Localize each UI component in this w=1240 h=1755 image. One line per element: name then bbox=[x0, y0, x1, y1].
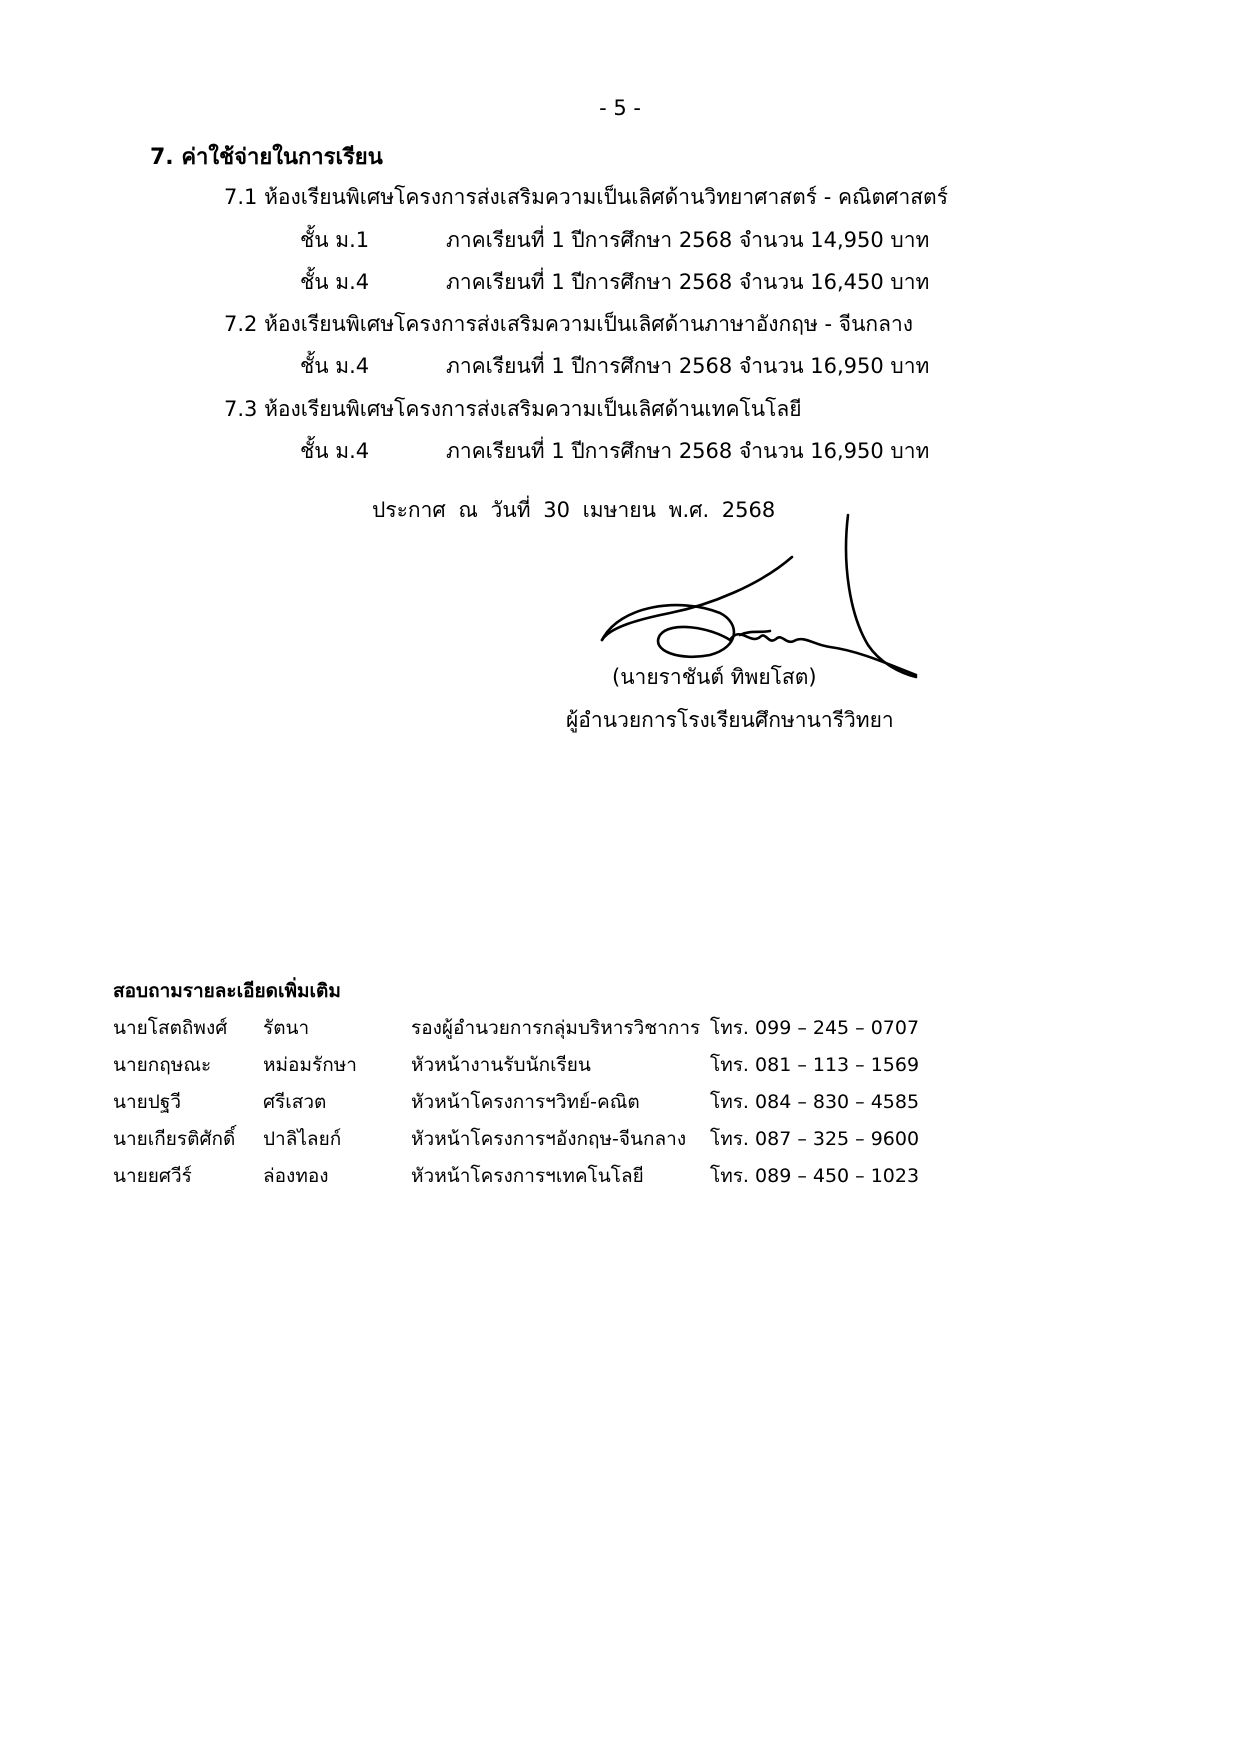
fee-grade: ชั้น ม.1 bbox=[300, 228, 370, 252]
page-number: - 5 - bbox=[599, 96, 641, 120]
fee-detail: ภาคเรียนที่ 1 ปีการศึกษา 2568 จำนวน 16,950 บาท bbox=[446, 439, 930, 463]
contact-last-name: รัตนา bbox=[263, 1017, 310, 1039]
signature bbox=[590, 505, 920, 685]
contacts-heading: สอบถามรายละเอียดเพิ่มเติม bbox=[113, 980, 341, 1002]
signer-position: ผู้อำนวยการโรงเรียนศึกษานารีวิทยา bbox=[566, 708, 894, 732]
contact-role: หัวหน้าโครงการฯเทคโนโลยี bbox=[411, 1165, 644, 1187]
contact-first-name: นายกฤษณะ bbox=[113, 1054, 212, 1076]
contact-first-name: นายปฐวี bbox=[113, 1091, 182, 1113]
contact-last-name: ศรีเสวต bbox=[263, 1091, 327, 1113]
announcement-date: ประกาศ ณ วันที่ 30 เมษายน พ.ศ. 2568 bbox=[372, 498, 776, 522]
contact-first-name: นายเกียรติศักดิ์ bbox=[113, 1128, 236, 1150]
contact-first-name: นายยศวีร์ bbox=[113, 1165, 192, 1187]
contact-role: รองผู้อำนวยการกลุ่มบริหารวิชาการ bbox=[411, 1017, 701, 1039]
fee-grade: ชั้น ม.4 bbox=[300, 439, 370, 463]
contact-phone: โทร. 084 – 830 – 4585 bbox=[710, 1091, 920, 1113]
contact-phone: โทร. 099 – 245 – 0707 bbox=[710, 1017, 920, 1039]
program-title: 7.3 ห้องเรียนพิเศษโครงการส่งเสริมความเป็นเลิศด้านเทคโนโลยี bbox=[224, 397, 802, 421]
contact-phone: โทร. 081 – 113 – 1569 bbox=[710, 1054, 920, 1076]
fee-grade: ชั้น ม.4 bbox=[300, 354, 370, 378]
program-title: 7.2 ห้องเรียนพิเศษโครงการส่งเสริมความเป็นเลิศด้านภาษาอังกฤษ - จีนกลาง bbox=[224, 312, 914, 336]
program-title: 7.1 ห้องเรียนพิเศษโครงการส่งเสริมความเป็นเลิศด้านวิทยาศาสตร์ - คณิตศาสตร์ bbox=[224, 185, 948, 209]
fee-detail: ภาคเรียนที่ 1 ปีการศึกษา 2568 จำนวน 16,450 บาท bbox=[446, 270, 930, 294]
fee-detail: ภาคเรียนที่ 1 ปีการศึกษา 2568 จำนวน 16,950 บาท bbox=[446, 354, 930, 378]
fee-detail: ภาคเรียนที่ 1 ปีการศึกษา 2568 จำนวน 14,950 บาท bbox=[446, 228, 930, 252]
contact-role: หัวหน้าโครงการฯวิทย์-คณิต bbox=[411, 1091, 640, 1113]
contact-role: หัวหน้าโครงการฯอังกฤษ-จีนกลาง bbox=[411, 1128, 687, 1150]
contact-role: หัวหน้างานรับนักเรียน bbox=[411, 1054, 591, 1076]
contact-last-name: ปาลิไลยก์ bbox=[263, 1128, 342, 1150]
section-heading: 7. ค่าใช้จ่ายในการเรียน bbox=[150, 145, 383, 170]
contact-phone: โทร. 087 – 325 – 9600 bbox=[710, 1128, 920, 1150]
contact-phone: โทร. 089 – 450 – 1023 bbox=[710, 1165, 920, 1187]
contact-last-name: หม่อมรักษา bbox=[263, 1054, 357, 1076]
signer-name: (นายราชันต์ ทิพยโสต) bbox=[612, 665, 817, 689]
contact-first-name: นายโสตถิพงศ์ bbox=[113, 1017, 228, 1039]
contact-last-name: ล่องทอง bbox=[263, 1165, 329, 1187]
fee-grade: ชั้น ม.4 bbox=[300, 270, 370, 294]
